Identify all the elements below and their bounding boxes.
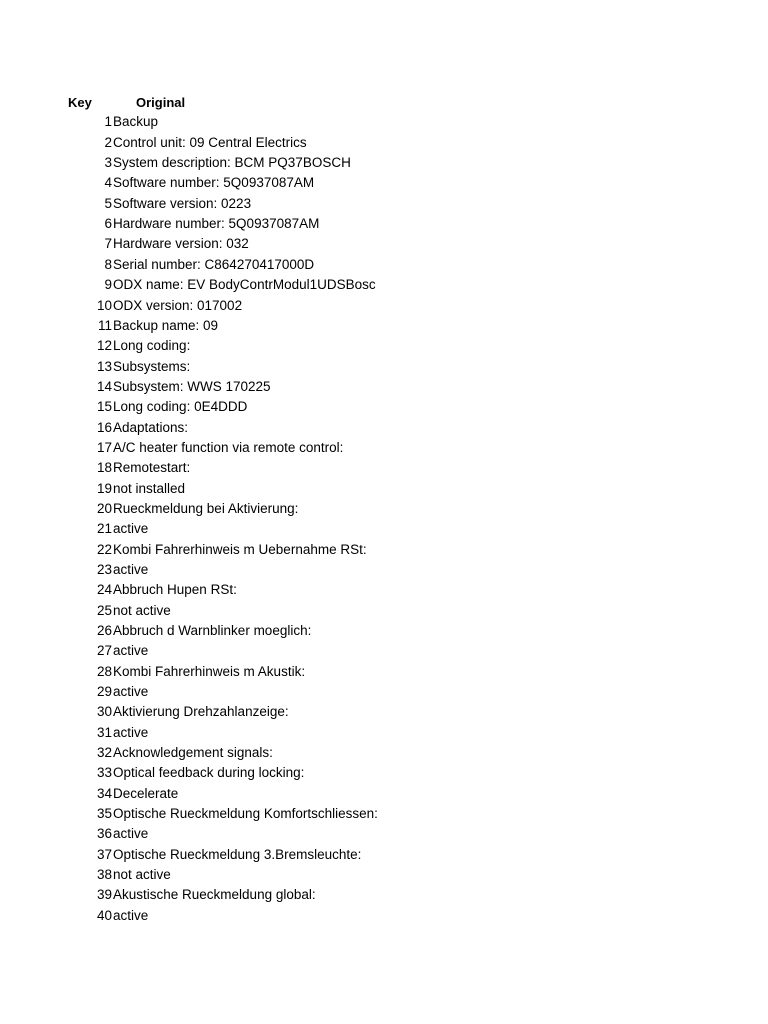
row-value: not active (113, 602, 171, 618)
row-key: 36 (96, 826, 112, 842)
row-value: Backup name: 09 (113, 317, 219, 333)
row-value: Adaptations: (113, 419, 189, 435)
table-row (0, 661, 768, 681)
row-key: 4 (104, 175, 112, 191)
table-row (0, 722, 768, 742)
table-row (0, 600, 768, 620)
table-row (0, 397, 768, 417)
row-key: 26 (96, 623, 112, 639)
row-value: Hardware version: 032 (113, 236, 249, 252)
row-value: Kombi Fahrerhinweis m Uebernahme RSt: (113, 541, 367, 557)
row-value: ODX name: EV BodyContrModul1UDSBosc (113, 277, 376, 293)
row-key: 30 (96, 704, 112, 720)
table-row (0, 214, 768, 234)
row-key: 38 (96, 867, 112, 883)
row-key: 27 (96, 643, 112, 659)
table-row (0, 682, 768, 702)
row-value: active (113, 521, 149, 537)
table-row (0, 641, 768, 661)
table-row (0, 132, 768, 152)
row-value: A/C heater function via remote control: (113, 439, 344, 455)
row-key: 22 (96, 541, 112, 557)
table-row (0, 580, 768, 600)
row-key: 17 (96, 439, 112, 455)
table-row (0, 112, 768, 132)
table-row (0, 438, 768, 458)
row-key: 28 (96, 663, 112, 679)
table-row (0, 804, 768, 824)
table-row (0, 763, 768, 783)
row-key: 16 (96, 419, 112, 435)
row-value: Abbruch d Warnblinker moeglich: (113, 623, 312, 639)
header-original: Original (136, 94, 186, 110)
row-key: 12 (96, 338, 112, 354)
table-row (0, 315, 768, 335)
row-value: Aktivierung Drehzahlanzeige: (113, 704, 289, 720)
row-key: 13 (96, 358, 112, 374)
row-value: Hardware number: 5Q0937087AM (113, 216, 320, 232)
row-key: 6 (104, 216, 112, 232)
row-value: Long coding: (113, 338, 191, 354)
row-value: active (113, 561, 149, 577)
table-row (0, 905, 768, 925)
row-key: 2 (104, 134, 112, 150)
table-row (0, 193, 768, 213)
row-value: Subsystems: (113, 358, 191, 374)
table-row (0, 743, 768, 763)
row-value: Software version: 0223 (113, 195, 252, 211)
table-row (0, 824, 768, 844)
row-key: 11 (97, 317, 112, 333)
row-value: Rueckmeldung bei Aktivierung: (113, 500, 299, 516)
row-value: Subsystem: WWS 170225 (113, 378, 271, 394)
header-key: Key (68, 94, 92, 110)
row-key: 40 (96, 907, 112, 923)
row-key: 31 (96, 724, 112, 740)
table-row (0, 478, 768, 498)
table-row (0, 539, 768, 559)
row-value: System description: BCM PQ37BOSCH (113, 155, 351, 171)
row-value: active (113, 826, 149, 842)
row-key: 14 (96, 378, 112, 394)
row-key: 10 (96, 297, 112, 313)
row-key: 34 (96, 785, 112, 801)
table-row (0, 519, 768, 539)
table-row (0, 275, 768, 295)
row-value: Optische Rueckmeldung 3.Bremsleuchte: (113, 846, 362, 862)
row-key: 15 (96, 399, 112, 415)
row-key: 7 (104, 236, 112, 252)
row-value: active (113, 724, 149, 740)
row-value: ODX version: 017002 (113, 297, 243, 313)
row-key: 21 (96, 521, 112, 537)
row-key: 39 (96, 887, 112, 903)
table-row (0, 560, 768, 580)
row-key: 24 (96, 582, 112, 598)
table-body (0, 112, 768, 926)
row-value: Optische Rueckmeldung Komfortschliessen: (113, 806, 378, 822)
row-value: Decelerate (113, 785, 179, 801)
table-row (0, 153, 768, 173)
table-row (0, 234, 768, 254)
row-value: Optical feedback during locking: (113, 765, 305, 781)
table-row (0, 885, 768, 905)
table-row (0, 865, 768, 885)
table-row (0, 783, 768, 803)
row-value: Serial number: C864270417000D (113, 256, 315, 272)
table-row (0, 621, 768, 641)
row-key: 9 (104, 277, 112, 293)
row-value: active (113, 907, 149, 923)
row-value: Akustische Rueckmeldung global: (113, 887, 316, 903)
table-row (0, 295, 768, 315)
row-key: 5 (104, 195, 112, 211)
table-row (0, 702, 768, 722)
row-value: Abbruch Hupen RSt: (113, 582, 237, 598)
row-key: 37 (96, 846, 112, 862)
row-value: not installed (113, 480, 186, 496)
row-key: 33 (96, 765, 112, 781)
row-key: 8 (104, 256, 112, 272)
row-value: not active (113, 867, 171, 883)
row-key: 19 (96, 480, 112, 496)
row-key: 25 (96, 602, 112, 618)
table-row (0, 458, 768, 478)
row-value: Kombi Fahrerhinweis m Akustik: (113, 663, 306, 679)
row-value: Acknowledgement signals: (113, 745, 273, 761)
table-row (0, 417, 768, 437)
row-key: 1 (104, 114, 112, 130)
row-value: Backup (113, 114, 159, 130)
table-row (0, 844, 768, 864)
row-key: 23 (96, 561, 112, 577)
spreadsheet-table (0, 92, 768, 926)
row-key: 18 (96, 460, 112, 476)
table-row (0, 336, 768, 356)
table-header (0, 92, 768, 112)
table-row (0, 254, 768, 274)
row-key: 29 (96, 684, 112, 700)
row-key: 3 (104, 155, 112, 171)
row-key: 32 (96, 745, 112, 761)
row-value: active (113, 684, 149, 700)
row-key: 35 (96, 806, 112, 822)
row-value: Software number: 5Q0937087AM (113, 175, 315, 191)
row-value: Remotestart: (113, 460, 191, 476)
row-value: Long coding: 0E4DDD (113, 399, 248, 415)
row-value: active (113, 643, 149, 659)
row-key: 20 (96, 500, 112, 516)
table-row (0, 356, 768, 376)
table-row (0, 173, 768, 193)
table-row (0, 376, 768, 396)
table-row (0, 499, 768, 519)
row-value: Control unit: 09 Central Electrics (113, 134, 307, 150)
